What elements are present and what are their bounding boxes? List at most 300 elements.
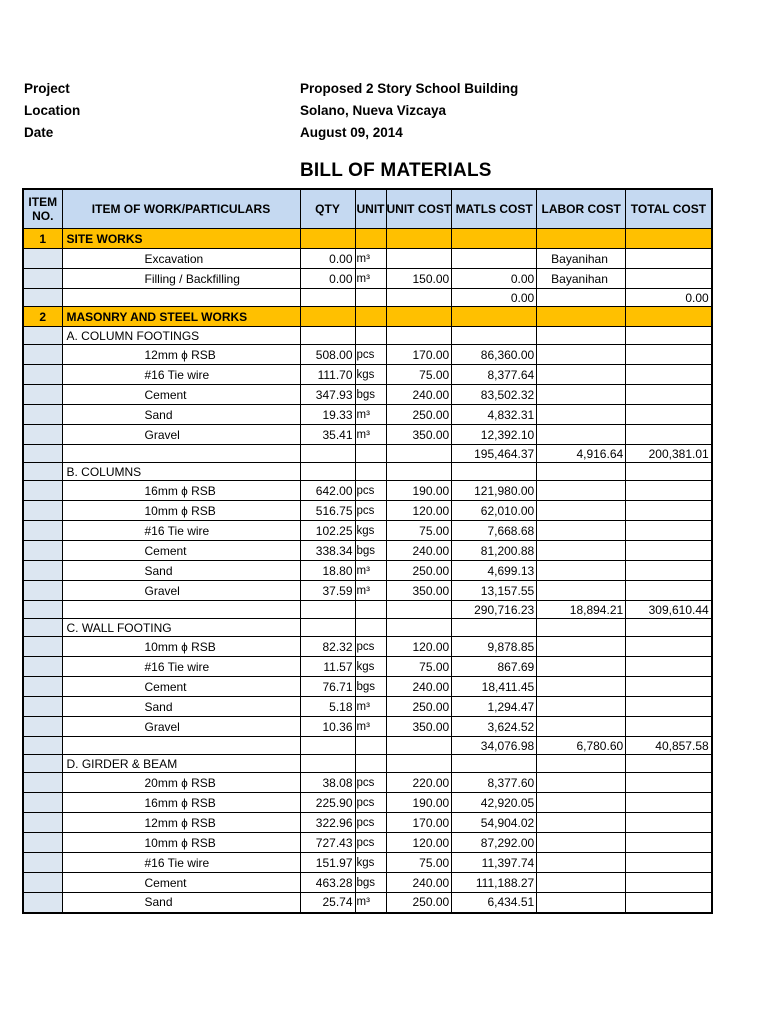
cell-particulars: B. COLUMNS [62,463,300,481]
cell-particulars: Sand [62,893,300,913]
cell-qty [300,327,355,345]
table-row [23,521,712,541]
cell-total-cost: 40,857.58 [626,737,712,755]
cell-qty: 76.71 [300,677,355,697]
cell-matls-cost [452,249,537,269]
cell-qty: 25.74 [300,893,355,913]
cell-item-no [23,601,62,619]
cell-unit: pcs [355,481,386,501]
cell-total-cost [626,893,712,913]
cell-item-no [23,773,62,793]
cell-item-no [23,249,62,269]
cell-matls-cost: 83,502.32 [452,385,537,405]
cell-labor-cost [537,853,626,873]
cell-labor-cost [537,345,626,365]
cell-item-no [23,365,62,385]
cell-total-cost [626,345,712,365]
table-row [23,249,712,269]
cell-particulars [62,289,300,307]
cell-particulars: #16 Tie wire [62,365,300,385]
cell-item-no [23,425,62,445]
table-row [23,657,712,677]
cell-matls-cost [452,755,537,773]
cell-particulars: Sand [62,697,300,717]
cell-unit-cost: 250.00 [386,697,452,717]
cell-unit: kgs [355,365,386,385]
cell-matls-cost: 1,294.47 [452,697,537,717]
cell-total-cost [626,327,712,345]
project-value: Proposed 2 Story School Building [300,81,519,96]
cell-particulars: Gravel [62,425,300,445]
cell-matls-cost [452,229,537,249]
cell-particulars: #16 Tie wire [62,657,300,677]
project-row [24,78,518,100]
cell-unit [355,755,386,773]
date-row [24,122,518,144]
cell-particulars: 12mm ɸ RSB [62,345,300,365]
cell-total-cost [626,637,712,657]
cell-item-no [23,561,62,581]
cell-total-cost [626,269,712,289]
cell-unit-cost: 75.00 [386,365,452,385]
cell-unit [355,289,386,307]
cell-unit-cost: 350.00 [386,581,452,601]
cell-matls-cost: 867.69 [452,657,537,677]
cell-particulars: 16mm ɸ RSB [62,481,300,501]
cell-particulars: 12mm ɸ RSB [62,813,300,833]
cell-total-cost [626,385,712,405]
cell-particulars: Filling / Backfilling [62,269,300,289]
cell-item-no [23,405,62,425]
cell-unit: m³ [355,717,386,737]
cell-item-no [23,581,62,601]
cell-qty [300,601,355,619]
cell-labor-cost [537,425,626,445]
cell-item-no [23,327,62,345]
table-header-row [23,189,712,229]
cell-unit-cost: 190.00 [386,793,452,813]
cell-matls-cost: 54,904.02 [452,813,537,833]
cell-qty: 322.96 [300,813,355,833]
cell-qty: 5.18 [300,697,355,717]
cell-total-cost: 200,381.01 [626,445,712,463]
cell-qty: 35.41 [300,425,355,445]
cell-unit-cost [386,249,452,269]
cell-unit-cost: 75.00 [386,521,452,541]
cell-unit-cost: 75.00 [386,657,452,677]
cell-particulars: 10mm ɸ RSB [62,637,300,657]
table-row [23,405,712,425]
cell-qty: 0.00 [300,269,355,289]
table-row [23,677,712,697]
cell-item-no [23,521,62,541]
cell-item-no: 1 [23,229,62,249]
cell-unit-cost [386,755,452,773]
cell-labor-cost [537,677,626,697]
cell-unit: pcs [355,813,386,833]
table-row [23,581,712,601]
cell-unit: m³ [355,561,386,581]
cell-total-cost [626,521,712,541]
cell-particulars: C. WALL FOOTING [62,619,300,637]
group-row [23,755,712,773]
cell-qty: 463.28 [300,873,355,893]
header-unit-cost: UNIT COST [386,189,452,229]
cell-qty: 38.08 [300,773,355,793]
cell-item-no [23,501,62,521]
cell-unit: m³ [355,697,386,717]
cell-total-cost [626,833,712,853]
cell-unit [355,619,386,637]
cell-particulars: #16 Tie wire [62,521,300,541]
cell-item-no [23,345,62,365]
cell-qty: 19.33 [300,405,355,425]
cell-matls-cost: 34,076.98 [452,737,537,755]
cell-matls-cost: 290,716.23 [452,601,537,619]
table-row [23,773,712,793]
cell-unit: pcs [355,345,386,365]
cell-total-cost [626,405,712,425]
cell-unit [355,229,386,249]
subtotal-row [23,289,712,307]
cell-unit [355,445,386,463]
cell-qty [300,737,355,755]
cell-matls-cost: 8,377.60 [452,773,537,793]
cell-qty [300,289,355,307]
cell-unit-cost: 190.00 [386,481,452,501]
header-qty: QTY [300,189,355,229]
table-row [23,853,712,873]
cell-qty: 37.59 [300,581,355,601]
cell-particulars: Gravel [62,717,300,737]
header-particulars: ITEM OF WORK/PARTICULARS [62,189,300,229]
cell-matls-cost [452,307,537,327]
cell-item-no [23,445,62,463]
cell-matls-cost: 3,624.52 [452,717,537,737]
cell-total-cost: 0.00 [626,289,712,307]
cell-labor-cost: 4,916.64 [537,445,626,463]
cell-matls-cost: 195,464.37 [452,445,537,463]
cell-matls-cost [452,327,537,345]
cell-unit-cost [386,327,452,345]
group-row [23,619,712,637]
header-unit: UNIT [355,189,386,229]
cell-unit [355,307,386,327]
table-row [23,269,712,289]
cell-unit-cost [386,737,452,755]
cell-particulars [62,737,300,755]
cell-unit-cost: 120.00 [386,637,452,657]
cell-total-cost [626,793,712,813]
cell-total-cost [626,561,712,581]
cell-matls-cost: 4,832.31 [452,405,537,425]
cell-labor-cost [537,873,626,893]
table-row [23,717,712,737]
cell-matls-cost: 7,668.68 [452,521,537,541]
table-row [23,793,712,813]
cell-qty [300,619,355,637]
cell-labor-cost [537,385,626,405]
section-row [23,307,712,327]
cell-particulars: #16 Tie wire [62,853,300,873]
cell-qty: 225.90 [300,793,355,813]
cell-unit-cost: 350.00 [386,717,452,737]
cell-matls-cost [452,619,537,637]
cell-matls-cost: 6,434.51 [452,893,537,913]
cell-unit-cost [386,307,452,327]
cell-total-cost [626,697,712,717]
cell-unit-cost: 240.00 [386,385,452,405]
cell-matls-cost: 121,980.00 [452,481,537,501]
table-row [23,637,712,657]
cell-item-no [23,755,62,773]
cell-particulars: SITE WORKS [62,229,300,249]
cell-unit: bgs [355,873,386,893]
cell-particulars: Cement [62,385,300,405]
cell-particulars: A. COLUMN FOOTINGS [62,327,300,345]
cell-item-no [23,813,62,833]
cell-matls-cost: 12,392.10 [452,425,537,445]
cell-unit: pcs [355,637,386,657]
header-total-cost: TOTAL COST [626,189,712,229]
cell-unit: m³ [355,425,386,445]
cell-unit-cost: 75.00 [386,853,452,873]
cell-matls-cost: 11,397.74 [452,853,537,873]
cell-labor-cost [537,541,626,561]
cell-total-cost [626,463,712,481]
cell-particulars: 20mm ɸ RSB [62,773,300,793]
cell-unit: pcs [355,773,386,793]
cell-labor-cost [537,893,626,913]
cell-unit: m³ [355,893,386,913]
cell-labor-cost [537,813,626,833]
cell-matls-cost: 87,292.00 [452,833,537,853]
cell-unit: kgs [355,521,386,541]
cell-total-cost [626,813,712,833]
cell-qty: 727.43 [300,833,355,853]
cell-total-cost [626,307,712,327]
cell-qty: 642.00 [300,481,355,501]
cell-particulars: D. GIRDER & BEAM [62,755,300,773]
project-label: Project [24,81,70,96]
cell-qty: 111.70 [300,365,355,385]
cell-labor-cost [537,463,626,481]
cell-unit-cost: 250.00 [386,893,452,913]
cell-total-cost [626,677,712,697]
cell-particulars: Sand [62,405,300,425]
cell-qty: 516.75 [300,501,355,521]
cell-unit-cost: 240.00 [386,541,452,561]
cell-labor-cost [537,481,626,501]
cell-particulars: MASONRY AND STEEL WORKS [62,307,300,327]
cell-particulars: 16mm ɸ RSB [62,793,300,813]
cell-particulars [62,445,300,463]
table-row [23,365,712,385]
cell-unit: bgs [355,385,386,405]
cell-total-cost [626,481,712,501]
cell-qty [300,307,355,327]
cell-labor-cost: 6,780.60 [537,737,626,755]
cell-unit-cost: 250.00 [386,561,452,581]
cell-labor-cost: 18,894.21 [537,601,626,619]
cell-total-cost [626,717,712,737]
cell-item-no [23,893,62,913]
cell-qty: 102.25 [300,521,355,541]
cell-unit-cost: 240.00 [386,677,452,697]
cell-total-cost [626,541,712,561]
cell-labor-cost [537,501,626,521]
cell-particulars: Cement [62,873,300,893]
header-item-no: ITEM NO. [23,189,62,229]
cell-total-cost [626,619,712,637]
cell-qty [300,755,355,773]
cell-item-no [23,793,62,813]
cell-unit: m³ [355,405,386,425]
cell-qty: 151.97 [300,853,355,873]
cell-item-no [23,619,62,637]
cell-total-cost [626,581,712,601]
subtotal-row [23,445,712,463]
cell-unit: kgs [355,657,386,677]
date-label: Date [24,125,54,140]
cell-unit-cost [386,289,452,307]
cell-matls-cost: 0.00 [452,289,537,307]
cell-labor-cost [537,365,626,385]
location-value: Solano, Nueva Vizcaya [300,103,447,118]
cell-matls-cost: 42,920.05 [452,793,537,813]
cell-qty [300,463,355,481]
cell-matls-cost: 18,411.45 [452,677,537,697]
cell-total-cost [626,501,712,521]
cell-item-no [23,853,62,873]
cell-labor-cost [537,755,626,773]
cell-total-cost: 309,610.44 [626,601,712,619]
cell-qty: 0.00 [300,249,355,269]
table-row [23,385,712,405]
cell-item-no [23,289,62,307]
cell-labor-cost [537,773,626,793]
cell-labor-cost [537,657,626,677]
table-row [23,873,712,893]
cell-unit: m³ [355,269,386,289]
cell-item-no [23,717,62,737]
subtotal-row [23,601,712,619]
cell-unit [355,463,386,481]
cell-unit-cost [386,619,452,637]
cell-matls-cost: 86,360.00 [452,345,537,365]
cell-total-cost [626,425,712,445]
table-row [23,813,712,833]
cell-unit: bgs [355,677,386,697]
cell-unit [355,601,386,619]
cell-particulars: 10mm ɸ RSB [62,501,300,521]
cell-labor-cost [537,521,626,541]
cell-unit: m³ [355,249,386,269]
cell-total-cost [626,365,712,385]
location-label: Location [24,103,81,118]
table-row [23,425,712,445]
cell-particulars: Sand [62,561,300,581]
section-row [23,229,712,249]
cell-unit [355,327,386,345]
table-row [23,481,712,501]
cell-labor-cost [537,289,626,307]
cell-labor-cost: Bayanihan [537,249,626,269]
cell-item-no [23,541,62,561]
cell-unit-cost: 220.00 [386,773,452,793]
cell-particulars: Cement [62,541,300,561]
table-row [23,893,712,913]
table-row [23,345,712,365]
cell-particulars [62,601,300,619]
document-meta [24,78,518,144]
cell-unit-cost: 150.00 [386,269,452,289]
cell-total-cost [626,755,712,773]
cell-labor-cost [537,327,626,345]
cell-total-cost [626,229,712,249]
cell-matls-cost: 111,188.27 [452,873,537,893]
subtotal-row [23,737,712,755]
cell-particulars: Cement [62,677,300,697]
cell-particulars: Gravel [62,581,300,601]
cell-item-no [23,677,62,697]
cell-labor-cost [537,561,626,581]
cell-labor-cost [537,307,626,327]
cell-labor-cost [537,229,626,249]
cell-unit: kgs [355,853,386,873]
cell-matls-cost: 81,200.88 [452,541,537,561]
cell-item-no [23,481,62,501]
page-title: BILL OF MATERIALS [300,160,492,181]
cell-item-no [23,833,62,853]
cell-labor-cost [537,717,626,737]
header-labor-cost: LABOR COST [537,189,626,229]
cell-item-no [23,657,62,677]
cell-item-no [23,269,62,289]
cell-qty [300,229,355,249]
cell-matls-cost [452,463,537,481]
cell-labor-cost [537,697,626,717]
location-row [24,100,518,122]
cell-item-no [23,873,62,893]
cell-qty: 10.36 [300,717,355,737]
table-row [23,501,712,521]
cell-unit-cost: 250.00 [386,405,452,425]
cell-unit-cost: 120.00 [386,833,452,853]
cell-qty: 82.32 [300,637,355,657]
cell-unit: pcs [355,501,386,521]
cell-total-cost [626,853,712,873]
cell-item-no [23,385,62,405]
cell-qty: 508.00 [300,345,355,365]
table-row [23,561,712,581]
cell-item-no [23,637,62,657]
cell-unit: m³ [355,581,386,601]
cell-unit-cost: 350.00 [386,425,452,445]
cell-item-no [23,737,62,755]
cell-unit: bgs [355,541,386,561]
cell-qty: 18.80 [300,561,355,581]
cell-qty [300,445,355,463]
cell-unit [355,737,386,755]
cell-unit-cost [386,601,452,619]
cell-labor-cost [537,581,626,601]
cell-item-no [23,463,62,481]
cell-matls-cost: 62,010.00 [452,501,537,521]
cell-matls-cost: 0.00 [452,269,537,289]
cell-unit-cost [386,229,452,249]
cell-item-no: 2 [23,307,62,327]
